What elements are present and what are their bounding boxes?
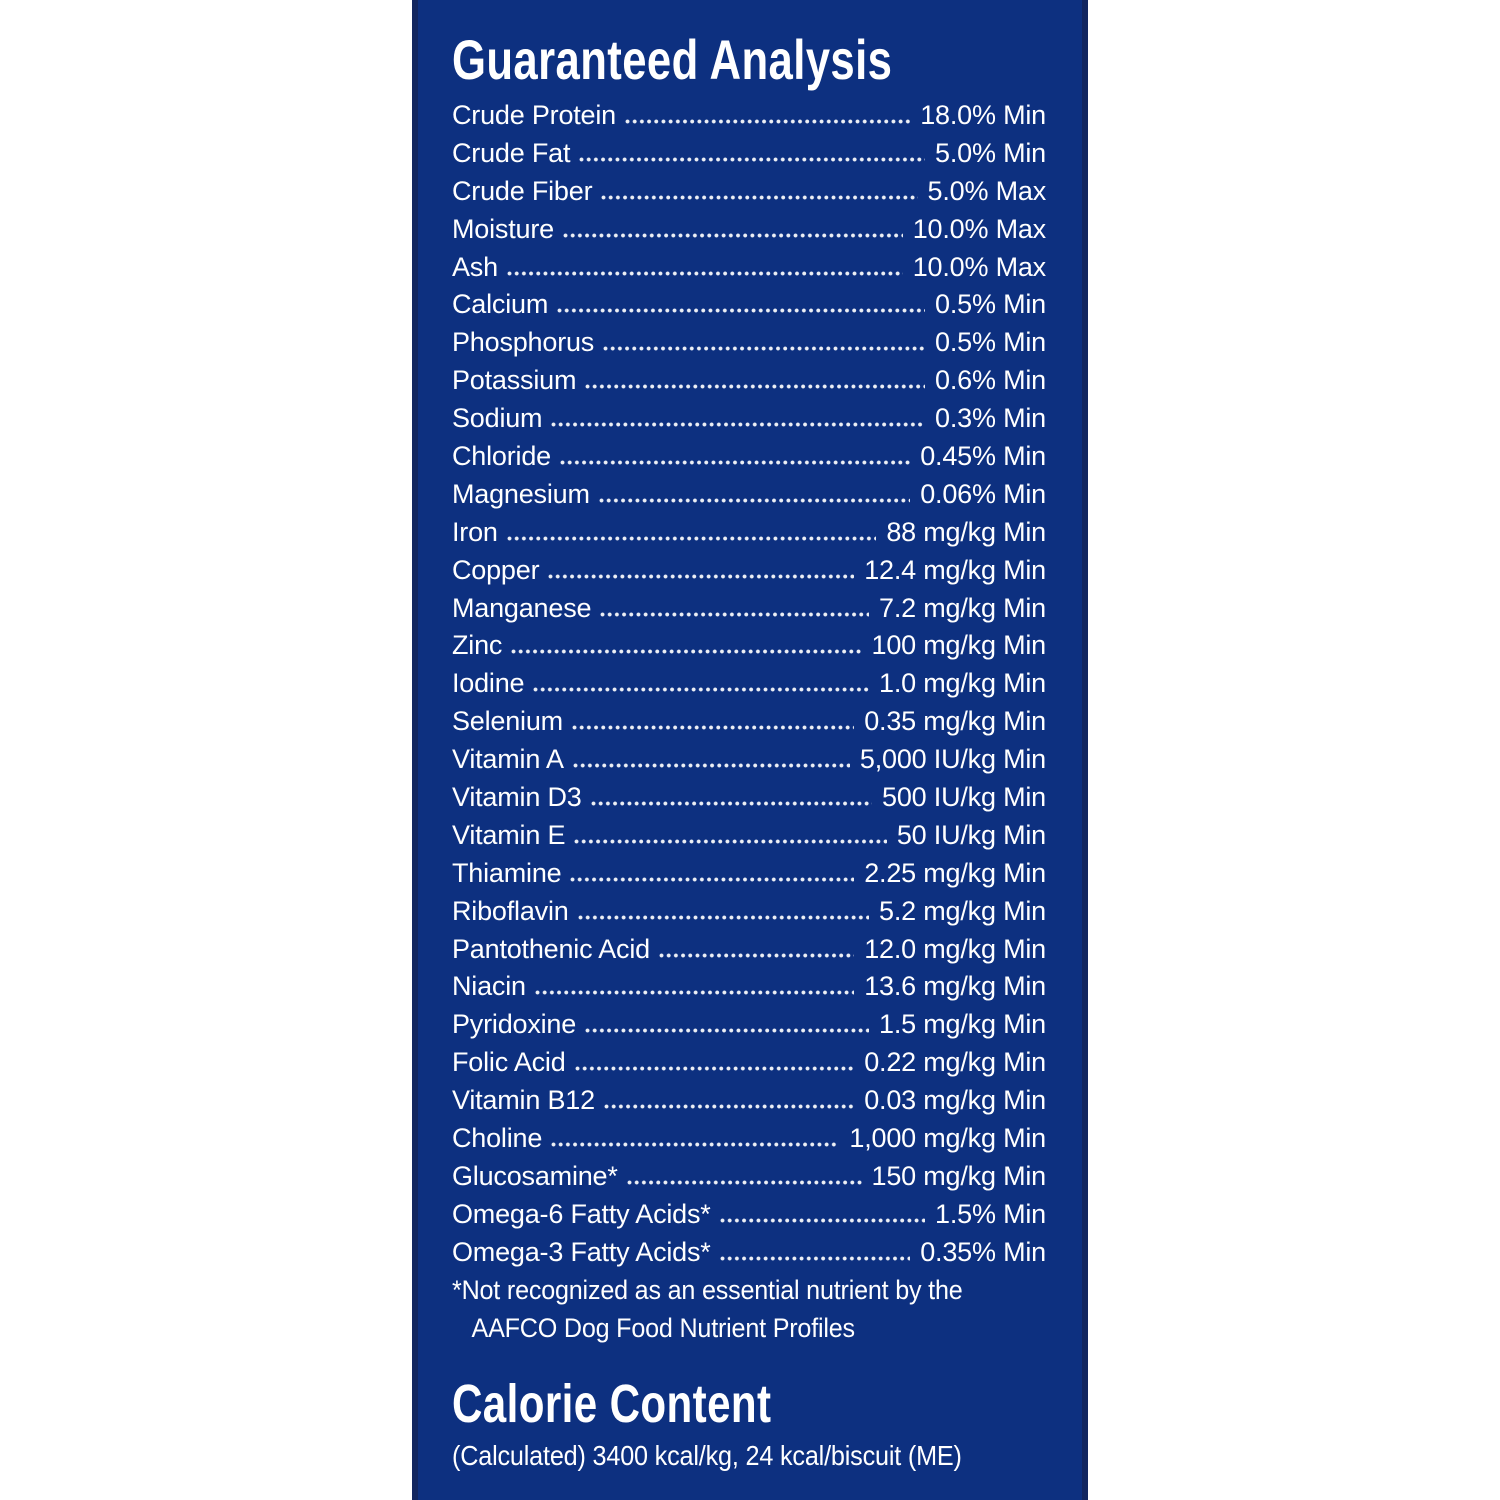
dot-leader bbox=[557, 308, 925, 313]
calorie-content-detail-text: (Calculated) 3400 kcal/kg, 24 kcal/biscuit (ME) bbox=[452, 1440, 962, 1472]
dot-leader bbox=[720, 1218, 925, 1223]
dot-leader bbox=[563, 233, 903, 238]
dot-leader bbox=[599, 498, 910, 503]
nutrient-value: 7.2 mg/kg Min bbox=[879, 592, 1046, 623]
nutrient-value: 12.4 mg/kg Min bbox=[864, 554, 1046, 585]
analysis-row bbox=[452, 211, 1046, 249]
dot-leader bbox=[600, 612, 869, 617]
analysis-row bbox=[452, 1158, 1046, 1196]
nutrient-value: 12.0 mg/kg Min bbox=[864, 933, 1046, 964]
nutrient-value: 5,000 IU/kg Min bbox=[859, 744, 1046, 775]
nutrient-value: 0.3% Min bbox=[935, 403, 1046, 434]
analysis-row bbox=[452, 703, 1046, 741]
nutrient-value: 150 mg/kg Min bbox=[871, 1160, 1046, 1191]
nutrient-label: Iron bbox=[452, 516, 498, 547]
analysis-row bbox=[452, 400, 1046, 438]
nutrient-value: 0.5% Min bbox=[935, 327, 1046, 358]
nutrient-label: Moisture bbox=[452, 213, 554, 244]
nutrient-value: 1.0 mg/kg Min bbox=[879, 668, 1046, 699]
nutrient-value: 5.0% Max bbox=[927, 175, 1046, 206]
dot-leader bbox=[578, 915, 869, 920]
nutrient-label: Zinc bbox=[452, 630, 503, 661]
nutrient-value: 0.35% Min bbox=[920, 1236, 1046, 1267]
nutrient-value: 50 IU/kg Min bbox=[896, 819, 1046, 850]
nutrient-label: Crude Fat bbox=[452, 137, 571, 168]
nutrient-label: Riboflavin bbox=[452, 895, 569, 926]
nutrient-value: 0.5% Min bbox=[935, 289, 1046, 320]
analysis-row bbox=[452, 173, 1046, 211]
nutrient-label: Ash bbox=[452, 251, 498, 282]
nutrient-label: Selenium bbox=[452, 706, 563, 737]
dot-leader bbox=[573, 763, 850, 768]
dot-leader bbox=[603, 346, 925, 351]
analysis-row bbox=[452, 552, 1046, 590]
analysis-row bbox=[452, 968, 1046, 1006]
nutrient-label: Calcium bbox=[452, 289, 549, 320]
nutrient-label: Folic Acid bbox=[452, 1047, 566, 1078]
nutrient-value: 0.45% Min bbox=[920, 441, 1046, 472]
nutrient-value: 5.0% Min bbox=[935, 137, 1046, 168]
nutrient-label: Vitamin E bbox=[452, 819, 566, 850]
footnote-line-1: *Not recognized as an essential nutrient by the bbox=[452, 1274, 963, 1305]
analysis-row bbox=[452, 514, 1046, 552]
nutrient-value: 88 mg/kg Min bbox=[886, 516, 1046, 547]
dot-leader bbox=[548, 574, 854, 579]
analysis-row bbox=[452, 741, 1046, 779]
calorie-content-detail bbox=[452, 1437, 1046, 1475]
nutrient-value: 10.0% Max bbox=[912, 251, 1046, 282]
guaranteed-analysis-panel bbox=[412, 0, 1088, 1500]
analysis-row bbox=[452, 893, 1046, 931]
nutrient-label: Iodine bbox=[452, 668, 525, 699]
analysis-row bbox=[452, 249, 1046, 287]
nutrient-value: 5.2 mg/kg Min bbox=[879, 895, 1046, 926]
nutrient-label: Thiamine bbox=[452, 857, 562, 888]
dot-leader bbox=[591, 801, 872, 806]
analysis-list bbox=[452, 97, 1046, 1272]
analysis-row bbox=[452, 97, 1046, 135]
dot-leader bbox=[627, 1180, 862, 1185]
nutrient-label: Chloride bbox=[452, 441, 551, 472]
nutrient-value: 13.6 mg/kg Min bbox=[864, 971, 1046, 1002]
guaranteed-analysis-title: Guaranteed Analysis bbox=[452, 28, 893, 91]
analysis-row bbox=[452, 438, 1046, 476]
nutrient-label: Vitamin A bbox=[452, 744, 564, 775]
nutrient-value: 0.35 mg/kg Min bbox=[864, 706, 1046, 737]
nutrient-label: Potassium bbox=[452, 365, 577, 396]
dot-leader bbox=[535, 990, 854, 995]
nutrient-value: 10.0% Max bbox=[912, 213, 1046, 244]
nutrient-label: Crude Fiber bbox=[452, 175, 593, 206]
nutrient-label: Magnesium bbox=[452, 478, 590, 509]
dot-leader bbox=[601, 195, 917, 200]
dot-leader bbox=[585, 1028, 869, 1033]
nutrient-label: Vitamin B12 bbox=[452, 1085, 595, 1116]
analysis-row bbox=[452, 779, 1046, 817]
dot-leader bbox=[560, 460, 910, 465]
nutrient-label: Pantothenic Acid bbox=[452, 933, 650, 964]
nutrient-label: Manganese bbox=[452, 592, 592, 623]
analysis-row bbox=[452, 286, 1046, 324]
dot-leader bbox=[511, 649, 861, 654]
analysis-row bbox=[452, 1234, 1046, 1272]
nutrient-value: 2.25 mg/kg Min bbox=[864, 857, 1046, 888]
dot-leader bbox=[625, 119, 910, 124]
analysis-row bbox=[452, 1120, 1046, 1158]
nutrient-label: Glucosamine* bbox=[452, 1160, 618, 1191]
nutrient-value: 500 IU/kg Min bbox=[882, 782, 1046, 813]
nutrient-label: Copper bbox=[452, 554, 540, 585]
analysis-row bbox=[452, 135, 1046, 173]
analysis-row bbox=[452, 590, 1046, 628]
dot-leader bbox=[507, 271, 903, 276]
dot-leader bbox=[551, 422, 925, 427]
analysis-row bbox=[452, 627, 1046, 665]
nutrient-value: 100 mg/kg Min bbox=[871, 630, 1046, 661]
dot-leader bbox=[604, 1104, 854, 1109]
nutrient-label: Niacin bbox=[452, 971, 526, 1002]
nutrient-label: Vitamin D3 bbox=[452, 782, 582, 813]
dot-leader bbox=[585, 384, 925, 389]
analysis-row bbox=[452, 931, 1046, 969]
analysis-row bbox=[452, 1044, 1046, 1082]
nutrient-label: Pyridoxine bbox=[452, 1009, 577, 1040]
nutrient-label: Omega-3 Fatty Acids* bbox=[452, 1236, 711, 1267]
dot-leader bbox=[533, 687, 869, 692]
dot-leader bbox=[659, 953, 854, 958]
nutrient-label: Omega-6 Fatty Acids* bbox=[452, 1198, 711, 1229]
analysis-row bbox=[452, 362, 1046, 400]
dot-leader bbox=[579, 157, 925, 162]
dot-leader bbox=[572, 725, 854, 730]
nutrient-value: 0.22 mg/kg Min bbox=[864, 1047, 1046, 1078]
nutrient-value: 0.6% Min bbox=[935, 365, 1046, 396]
analysis-row bbox=[452, 1082, 1046, 1120]
dot-leader bbox=[720, 1256, 911, 1261]
footnote bbox=[452, 1272, 1046, 1348]
dot-leader bbox=[507, 536, 877, 541]
nutrient-value: 0.06% Min bbox=[920, 478, 1046, 509]
analysis-row bbox=[452, 1006, 1046, 1044]
analysis-row bbox=[452, 817, 1046, 855]
calorie-content-title: Calorie Content bbox=[452, 1374, 772, 1435]
analysis-row bbox=[452, 855, 1046, 893]
nutrient-value: 1.5% Min bbox=[935, 1198, 1046, 1229]
nutrient-label: Crude Protein bbox=[452, 100, 616, 130]
nutrient-value: 18.0% Min bbox=[920, 100, 1046, 130]
nutrient-label: Phosphorus bbox=[452, 327, 595, 358]
analysis-row bbox=[452, 665, 1046, 703]
nutrient-label: Sodium bbox=[452, 403, 543, 434]
dot-leader bbox=[551, 1142, 839, 1147]
nutrient-label: Choline bbox=[452, 1123, 543, 1154]
analysis-row bbox=[452, 324, 1046, 362]
nutrient-value: 1.5 mg/kg Min bbox=[879, 1009, 1046, 1040]
analysis-row bbox=[452, 476, 1046, 514]
nutrient-value: 0.03 mg/kg Min bbox=[864, 1085, 1046, 1116]
dot-leader bbox=[574, 839, 887, 844]
dot-leader bbox=[570, 877, 854, 882]
dot-leader bbox=[575, 1066, 855, 1071]
analysis-row bbox=[452, 1196, 1046, 1234]
nutrient-value: 1,000 mg/kg Min bbox=[849, 1123, 1046, 1154]
footnote-line-2: AAFCO Dog Food Nutrient Profiles bbox=[471, 1312, 855, 1343]
